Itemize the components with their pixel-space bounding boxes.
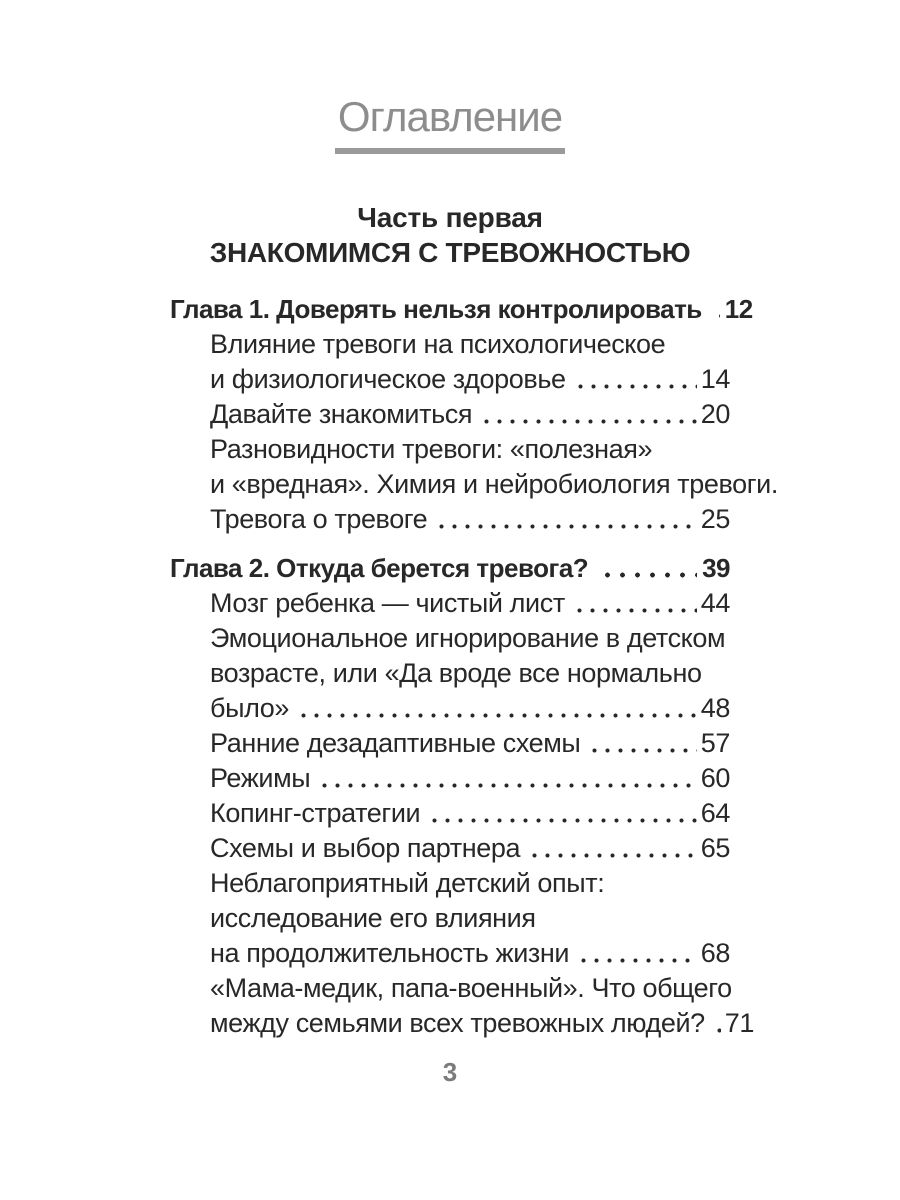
toc-line	[170, 362, 730, 397]
toc-line	[170, 327, 730, 362]
toc-line	[170, 551, 730, 586]
toc-page-number: 25	[700, 504, 730, 534]
table-of-contents	[170, 292, 778, 1041]
toc-page-number: 68	[700, 938, 730, 968]
toc-line-text: исследование его влияния	[210, 903, 536, 933]
toc-line	[170, 691, 730, 726]
toc-line-text: Схемы и выбор партнера	[210, 833, 521, 863]
dot-leader	[712, 292, 720, 327]
dot-leader	[713, 1006, 721, 1041]
toc-line-text: Мозг ребенка — чистый лист	[210, 588, 565, 618]
toc-line	[170, 502, 730, 537]
toc-line-text: Разновидности тревоги: «полезная»	[210, 434, 653, 464]
toc-page-number: 48	[700, 693, 730, 723]
dot-leader	[297, 691, 697, 726]
toc-page-number: 60	[700, 763, 730, 793]
dot-leader	[577, 936, 697, 971]
dot-leader	[435, 502, 696, 537]
toc-line-text: Ранние дезадаптивные схемы	[210, 728, 581, 758]
toc-line-text: и физиологическое здоровье	[210, 364, 566, 394]
dot-leader	[480, 397, 697, 432]
dot-leader	[528, 831, 697, 866]
dot-leader	[598, 551, 697, 586]
toc-line-text: и «вредная». Химия и нейробиология тревоги.	[210, 469, 778, 499]
toc-line-text: Копинг-стратегии	[210, 798, 421, 828]
toc-page-number: 57	[700, 728, 730, 758]
toc-line-text: Глава 2. Откуда берется тревога?	[170, 553, 589, 583]
toc-page-number: 65	[700, 833, 730, 863]
dot-leader	[318, 761, 697, 796]
toc-line	[170, 901, 730, 936]
toc-line	[170, 621, 730, 656]
toc-line-text: на продолжительность жизни	[210, 938, 570, 968]
dot-leader	[574, 362, 697, 397]
toc-line	[170, 761, 730, 796]
toc-line	[170, 831, 730, 866]
toc-line	[170, 866, 730, 901]
toc-line-text: Эмоциональное игнорирование в детском	[210, 623, 726, 653]
toc-line-text: Влияние тревоги на психологическое	[210, 329, 666, 359]
toc-line	[170, 656, 730, 691]
toc-line	[170, 971, 730, 1006]
toc-line	[170, 726, 730, 761]
toc-page-number: 14	[700, 364, 730, 394]
toc-line	[170, 397, 730, 432]
dot-leader	[573, 586, 697, 621]
toc-page-number: 71	[724, 1008, 755, 1038]
footer-page-number: 3	[442, 1057, 458, 1087]
book-toc-page	[170, 0, 778, 1088]
toc-line-text: между семьями всех тревожных людей?	[210, 1008, 705, 1038]
toc-page-number: 12	[724, 294, 753, 324]
toc-page-number: 39	[702, 553, 730, 583]
toc-line	[170, 586, 730, 621]
toc-line	[170, 467, 778, 502]
toc-line-text: Давайте знакомиться	[210, 399, 473, 429]
part-title: ЗНАКОМИМСЯ С ТРЕВОЖНОСТЬЮ	[209, 237, 691, 268]
toc-line	[170, 432, 730, 467]
toc-line	[170, 292, 753, 327]
part-number-label: Часть первая	[357, 202, 543, 233]
toc-page-number: 44	[700, 588, 730, 618]
toc-line-text: возрасте, или «Да вроде все нормально	[210, 658, 702, 688]
page-title: Оглавление	[335, 96, 565, 154]
toc-line-text: Тревога о тревоге	[210, 504, 428, 534]
toc-line-text: Режимы	[210, 763, 311, 793]
toc-line-text: «Мама-медик, папа-военный». Что общего	[210, 973, 732, 1003]
part-heading	[170, 200, 730, 270]
toc-page-number: 20	[700, 399, 730, 429]
dot-leader	[428, 796, 697, 831]
toc-line	[170, 936, 730, 971]
toc-line	[170, 796, 730, 831]
dot-leader	[588, 726, 696, 761]
toc-line-text: Неблагоприятный детский опыт:	[210, 868, 605, 898]
toc-line	[170, 1006, 755, 1041]
toc-line-text: было»	[210, 693, 289, 723]
toc-line-text: Глава 1. Доверять нельзя контролировать	[170, 294, 702, 324]
toc-page-number: 64	[700, 798, 730, 828]
